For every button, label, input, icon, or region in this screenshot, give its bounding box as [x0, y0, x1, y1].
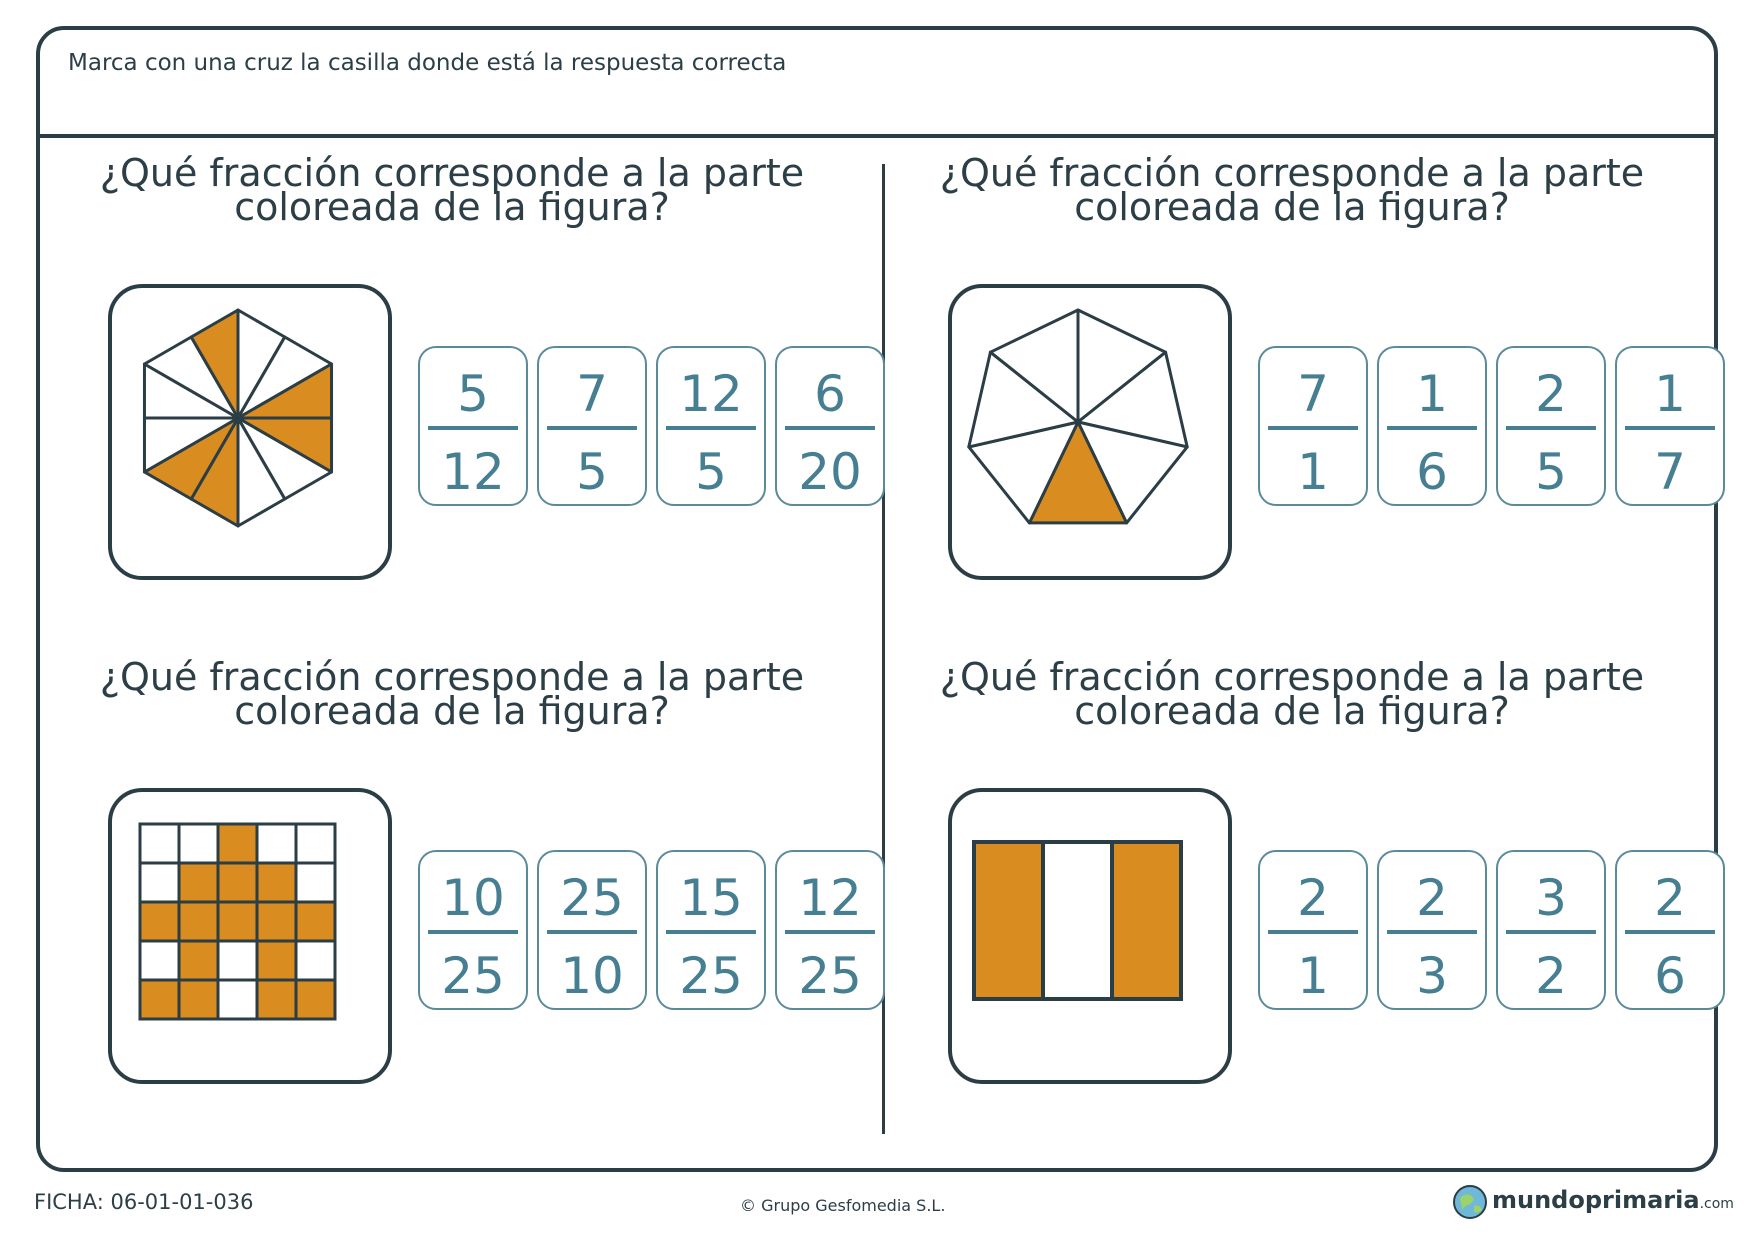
grid-cell — [140, 902, 179, 941]
header-divider — [40, 134, 1714, 138]
option-box[interactable]: 1 6 — [1377, 346, 1487, 506]
option-box[interactable]: 25 10 — [537, 850, 647, 1010]
option-box[interactable]: 7 1 — [1258, 346, 1368, 506]
option-box[interactable]: 15 25 — [656, 850, 766, 1010]
grid-cell — [296, 824, 335, 863]
option-box[interactable]: 2 3 — [1377, 850, 1487, 1010]
globe-icon — [1452, 1184, 1488, 1220]
option-box[interactable]: 7 5 — [537, 346, 647, 506]
option-box[interactable]: 2 6 — [1615, 850, 1725, 1010]
grid-cell — [296, 941, 335, 980]
ficha-code: FICHA: 06-01-01-036 — [34, 1190, 254, 1214]
brand-suffix: .com — [1699, 1196, 1734, 1212]
brand-logo[interactable] — [1452, 1180, 1734, 1224]
grid-cell — [218, 863, 257, 902]
figure-3-box — [108, 788, 392, 1084]
grid-cell — [257, 824, 296, 863]
figure-1-box — [108, 284, 392, 580]
option-box[interactable]: 2 1 — [1258, 850, 1368, 1010]
grid-cell — [179, 824, 218, 863]
grid-cell — [179, 980, 218, 1019]
option-box[interactable]: 1 7 — [1615, 346, 1725, 506]
brand-name: mundoprimaria — [1492, 1186, 1700, 1214]
option-box[interactable]: 2 5 — [1496, 346, 1606, 506]
copyright: © Grupo Gesfomedia S.L. — [740, 1196, 946, 1215]
question-1-text: ¿Qué fracción corresponde a la parte coloreada de la figura? — [99, 151, 805, 229]
grid-cell — [257, 902, 296, 941]
grid-cell — [140, 980, 179, 1019]
option-box[interactable]: 3 2 — [1496, 850, 1606, 1010]
grid-cell — [257, 863, 296, 902]
grid-cell — [140, 863, 179, 902]
question-3 — [72, 655, 912, 1160]
question-2 — [912, 151, 1752, 656]
grid-cell — [296, 902, 335, 941]
grid-cell — [296, 863, 335, 902]
option-box[interactable]: 5 12 — [418, 346, 528, 506]
grid-cell — [218, 941, 257, 980]
figure-2-box — [948, 284, 1232, 580]
grid-figure — [112, 792, 388, 1080]
hexagon-figure — [112, 288, 388, 576]
grid-cell — [140, 941, 179, 980]
grid-cell — [218, 902, 257, 941]
question-3-text: ¿Qué fracción corresponde a la parte coloreada de la figura? — [99, 655, 805, 733]
instructions: Marca con una cruz la casilla donde está la respuesta correcta — [68, 50, 787, 76]
grid-cell — [179, 941, 218, 980]
grid-cell — [179, 902, 218, 941]
option-box[interactable]: 10 25 — [418, 850, 528, 1010]
grid-cell — [179, 863, 218, 902]
grid-cell — [218, 980, 257, 1019]
option-box[interactable]: 6 20 — [775, 346, 885, 506]
option-box[interactable]: 12 5 — [656, 346, 766, 506]
grid-cell — [257, 980, 296, 1019]
figure-4-box — [948, 788, 1232, 1084]
rectangle-strip — [974, 842, 1043, 999]
question-2-text: ¿Qué fracción corresponde a la parte coloreada de la figura? — [939, 151, 1645, 229]
rectangle-figure — [952, 792, 1228, 1080]
grid-cell — [140, 824, 179, 863]
heptagon-figure — [952, 288, 1228, 576]
question-1 — [72, 151, 912, 656]
grid-cell — [218, 824, 257, 863]
question-4-text: ¿Qué fracción corresponde a la parte coloreada de la figura? — [939, 655, 1645, 733]
rectangle-strip — [1043, 842, 1112, 999]
worksheet-frame — [36, 26, 1718, 1172]
grid-cell — [257, 941, 296, 980]
rectangle-strip — [1112, 842, 1181, 999]
grid-cell — [296, 980, 335, 1019]
option-box[interactable]: 12 25 — [775, 850, 885, 1010]
question-4 — [912, 655, 1752, 1160]
